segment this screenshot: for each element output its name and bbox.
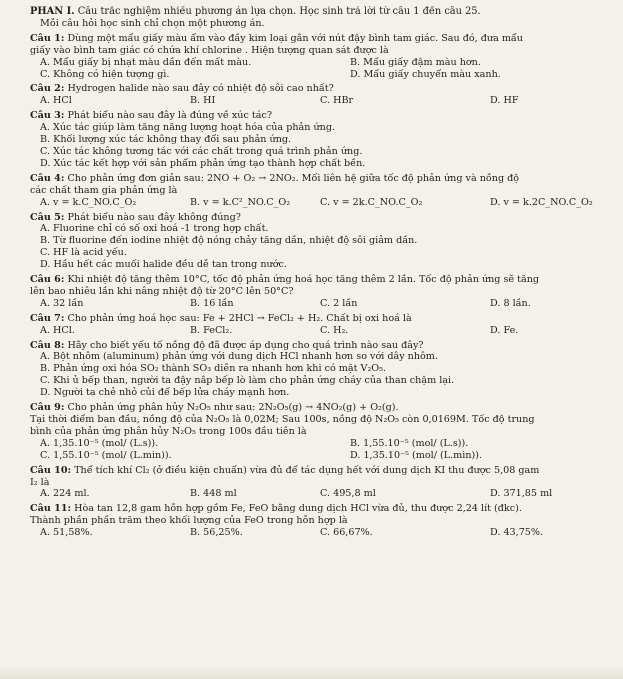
question-stem-text: lên bao nhiêu lần khi nâng nhiệt độ từ 20°C lên 50°C? xyxy=(30,285,294,297)
answer-option[interactable]: D. 8 lần. xyxy=(490,297,531,309)
answer-option[interactable]: A. Bột nhôm (aluminum) phản ứng với dung dịch HCl nhanh hơn so với dây nhôm. xyxy=(40,351,438,363)
question-label: Câu 9: xyxy=(30,402,65,414)
question-stem-line xyxy=(30,33,609,45)
question-label: Câu 8: xyxy=(30,339,65,351)
question-8 xyxy=(30,340,609,400)
answer-option[interactable]: D. v = k.2C_NO.C_O₂ xyxy=(490,196,593,208)
answer-options xyxy=(30,325,609,337)
answer-option[interactable]: C. Không có hiện tượng gì. xyxy=(40,68,170,80)
answer-option[interactable]: B. HI xyxy=(190,95,216,107)
question-label: Câu 6: xyxy=(30,274,65,286)
part-heading xyxy=(30,6,609,18)
answer-options xyxy=(30,197,609,209)
answer-option[interactable]: A. 224 ml. xyxy=(40,488,90,500)
answer-option[interactable]: C. HBr xyxy=(320,95,354,107)
question-stem-line xyxy=(30,515,609,527)
question-stem-text: Hydrogen halide nào sau đây có nhiệt độ sôi cao nhất? xyxy=(67,83,334,95)
question-label: Câu 3: xyxy=(30,110,65,122)
answer-option[interactable]: B. FeCl₂. xyxy=(190,324,233,336)
question-label: Câu 7: xyxy=(30,312,65,324)
answer-options xyxy=(30,57,609,81)
question-label: Câu 4: xyxy=(30,172,65,184)
answer-options xyxy=(30,223,609,271)
answer-option[interactable]: D. 1,35.10⁻⁵ (mol/ (L.min)). xyxy=(350,449,483,461)
answer-option[interactable]: D. Fe. xyxy=(490,324,519,336)
answer-option[interactable]: A. 1,35.10⁻⁵ (mol/ (L.s)). xyxy=(40,437,159,449)
question-stem-line xyxy=(30,465,609,477)
page-bottom-edge xyxy=(0,667,623,679)
question-stem-line xyxy=(30,477,609,489)
answer-option[interactable]: C. Xúc tác không tương tác với các chất trong quá trình phản ứng. xyxy=(40,145,363,157)
answer-option[interactable]: C. 495,8 ml xyxy=(320,488,376,500)
question-label: Câu 10: xyxy=(30,464,72,476)
answer-options xyxy=(30,438,609,462)
answer-option[interactable]: D. 371,85 ml xyxy=(490,488,553,500)
question-label: Câu 11: xyxy=(30,503,72,515)
question-9 xyxy=(30,402,609,462)
question-stem-text: Thành phần phần trăm theo khối lượng của FeO trong hỗn hợp là xyxy=(30,515,348,527)
question-3 xyxy=(30,110,609,170)
part-note: Mỗi câu hỏi học sinh chỉ chọn một phương án. xyxy=(40,17,265,29)
question-1 xyxy=(30,33,609,81)
question-stem-line xyxy=(30,503,609,515)
question-stem-line xyxy=(30,110,609,122)
answer-option[interactable]: D. Xúc tác kết hợp với sản phẩm phản ứng tạo thành hợp chất bền. xyxy=(40,157,366,169)
answer-option[interactable]: C. HF là acid yếu. xyxy=(40,247,127,259)
answer-option[interactable]: C. 66,67%. xyxy=(320,527,373,539)
answer-option[interactable]: A. HCl. xyxy=(40,324,75,336)
answer-options xyxy=(30,298,609,310)
question-stem-line xyxy=(30,185,609,197)
answer-option[interactable]: A. Mẩu giấy bị nhạt màu dần đến mất màu. xyxy=(40,56,252,68)
answer-option[interactable]: C. 1,55.10⁻⁵ (mol/ (L.min)). xyxy=(40,449,172,461)
answer-option[interactable]: B. Từ fluorine đến iodine nhiệt độ nóng chảy tăng dần, nhiệt độ sôi giảm dần. xyxy=(40,235,418,247)
answer-option[interactable]: A. Xúc tác giúp làm tăng năng lượng hoạt hóa của phản ứng. xyxy=(40,122,336,134)
question-stem-line xyxy=(30,173,609,185)
answer-option[interactable]: C. H₂. xyxy=(320,324,349,336)
question-stem-text: Hãy cho biết yếu tố nồng độ đã được áp dụng cho quá trình nào sau đây? xyxy=(67,339,424,351)
question-stem-text: giấy vào bình tam giác có chứa khí chlorine . Hiện tượng quan sát được là xyxy=(30,44,389,56)
answer-option[interactable]: D. 43,75%. xyxy=(490,527,544,539)
question-label: Câu 2: xyxy=(30,83,65,95)
answer-option[interactable]: B. 1,55.10⁻⁵ (mol/ (L.s)). xyxy=(350,437,469,449)
answer-options xyxy=(30,122,609,170)
question-stem-line xyxy=(30,313,609,325)
question-2 xyxy=(30,83,609,107)
answer-option[interactable]: D. Mẩu giấy chuyển màu xanh. xyxy=(350,68,501,80)
answer-option[interactable]: B. v = k.C²_NO.C_O₂ xyxy=(190,196,291,208)
part-instructions: Câu trắc nghiệm nhiều phương án lựa chọn. Học sinh trả lời từ câu 1 đến câu 25. xyxy=(77,6,481,17)
question-stem-text: Cho phản ứng phân hủy N₂O₅ như sau: 2N₂O₅(g) → 4NO₂(g) + O₂(g). xyxy=(67,402,399,414)
answer-option[interactable]: A. HCl xyxy=(40,95,72,107)
question-stem-text: Hòa tan 12,8 gam hỗn hợp gồm Fe, FeO bằng dung dịch HCl vừa đủ, thu được 2,24 lít (đkc). xyxy=(74,503,522,515)
question-stem-line xyxy=(30,402,609,414)
question-4 xyxy=(30,173,609,209)
answer-option[interactable]: B. 16 lần xyxy=(190,297,234,309)
question-stem-text: Cho phản ứng đơn giản sau: 2NO + O₂ → 2NO₂. Mối liên hệ giữa tốc độ phản ứng và nồng độ xyxy=(67,172,520,184)
question-stem-text: Dùng một mẩu giấy màu ẩm vào đầy kim loại gắn với nút đậy bình tam giác. Sau đó, đưa mẩu xyxy=(67,32,523,44)
answer-option[interactable]: A. v = k.C_NO.C_O₂ xyxy=(40,196,137,208)
answer-option[interactable]: B. 448 ml xyxy=(190,488,237,500)
answer-option[interactable]: A. 32 lần xyxy=(40,297,84,309)
answer-options xyxy=(30,95,609,107)
part-title: PHẦN I. xyxy=(30,6,75,17)
question-11 xyxy=(30,503,609,539)
question-10 xyxy=(30,465,609,501)
question-stem-line xyxy=(30,274,609,286)
question-stem-line xyxy=(30,414,609,426)
answer-option[interactable]: D. Hầu hết các muối halide đều dễ tan trong nước. xyxy=(40,259,287,271)
answer-option[interactable]: D. Người ta chẻ nhỏ củi để bếp lửa cháy mạnh hơn. xyxy=(40,387,290,399)
answer-option[interactable]: C. 2 lần xyxy=(320,297,358,309)
answer-option[interactable]: A. 51,58%. xyxy=(40,527,93,539)
answer-options xyxy=(30,527,609,539)
question-stem-text: Tại thời điểm ban đầu, nồng độ của N₂O₅ là 0,02M; Sau 100s, nồng độ N₂O₅ còn 0,0169M. Tốc độ trung xyxy=(30,414,535,425)
answer-options xyxy=(30,351,609,399)
question-stem-text: Phát biểu nào sau đây là đúng về xúc tác? xyxy=(67,110,272,122)
answer-option[interactable]: A. Fluorine chỉ có số oxi hoá -1 trong hợp chất. xyxy=(40,223,269,235)
question-7 xyxy=(30,313,609,337)
answer-option[interactable]: C. Khi ủ bếp than, người ta đậy nắp bếp lò làm cho phản ứng cháy của than chậm lại. xyxy=(40,375,455,387)
question-stem-text: Phát biểu nào sau đây không đúng? xyxy=(67,211,241,223)
question-stem-line xyxy=(30,340,609,352)
question-stem-line xyxy=(30,426,609,438)
question-stem-text: I₂ là xyxy=(30,476,50,488)
answer-option[interactable]: D. HF xyxy=(490,95,519,107)
question-stem-text: bình của phản ứng phân hủy N₂O₅ trong 100s đầu tiên là xyxy=(30,425,307,437)
question-stem-line xyxy=(30,83,609,95)
answer-option[interactable]: B. Phản ứng oxi hóa SO₂ thành SO₃ diễn ra nhanh hơn khi có mặt V₂O₅. xyxy=(40,363,387,375)
question-stem-text: Thể tích khí Cl₂ (ở điều kiện chuẩn) vừa đủ để tác dụng hết với dung dịch KI thu được 5,08 gam xyxy=(74,464,540,476)
question-stem-text: các chất tham gia phản ứng là xyxy=(30,184,178,196)
question-list xyxy=(30,33,609,539)
question-stem-text: Khi nhiệt độ tăng thêm 10°C, tốc độ phản ứng hoá học tăng thêm 2 lần. Tốc độ phản ứng sẽ tăng xyxy=(67,274,540,286)
question-stem-line xyxy=(30,286,609,298)
question-label: Câu 1: xyxy=(30,32,65,44)
question-6 xyxy=(30,274,609,310)
answer-option[interactable]: B. Khối lượng xúc tác không thay đổi sau phản ứng. xyxy=(40,134,292,146)
answer-option[interactable]: C. v = 2k.C_NO.C_O₂ xyxy=(320,196,423,208)
question-stem-line xyxy=(30,45,609,57)
question-label: Câu 5: xyxy=(30,211,65,223)
answer-option[interactable]: B. 56,25%. xyxy=(190,527,243,539)
answer-option[interactable]: B. Mẩu giấy đậm màu hơn. xyxy=(350,56,481,68)
question-5 xyxy=(30,212,609,272)
question-stem-text: Cho phản ứng hoá học sau: Fe + 2HCl → FeCl₂ + H₂. Chất bị oxi hoá là xyxy=(67,312,412,324)
question-stem-line xyxy=(30,212,609,224)
answer-options xyxy=(30,488,609,500)
